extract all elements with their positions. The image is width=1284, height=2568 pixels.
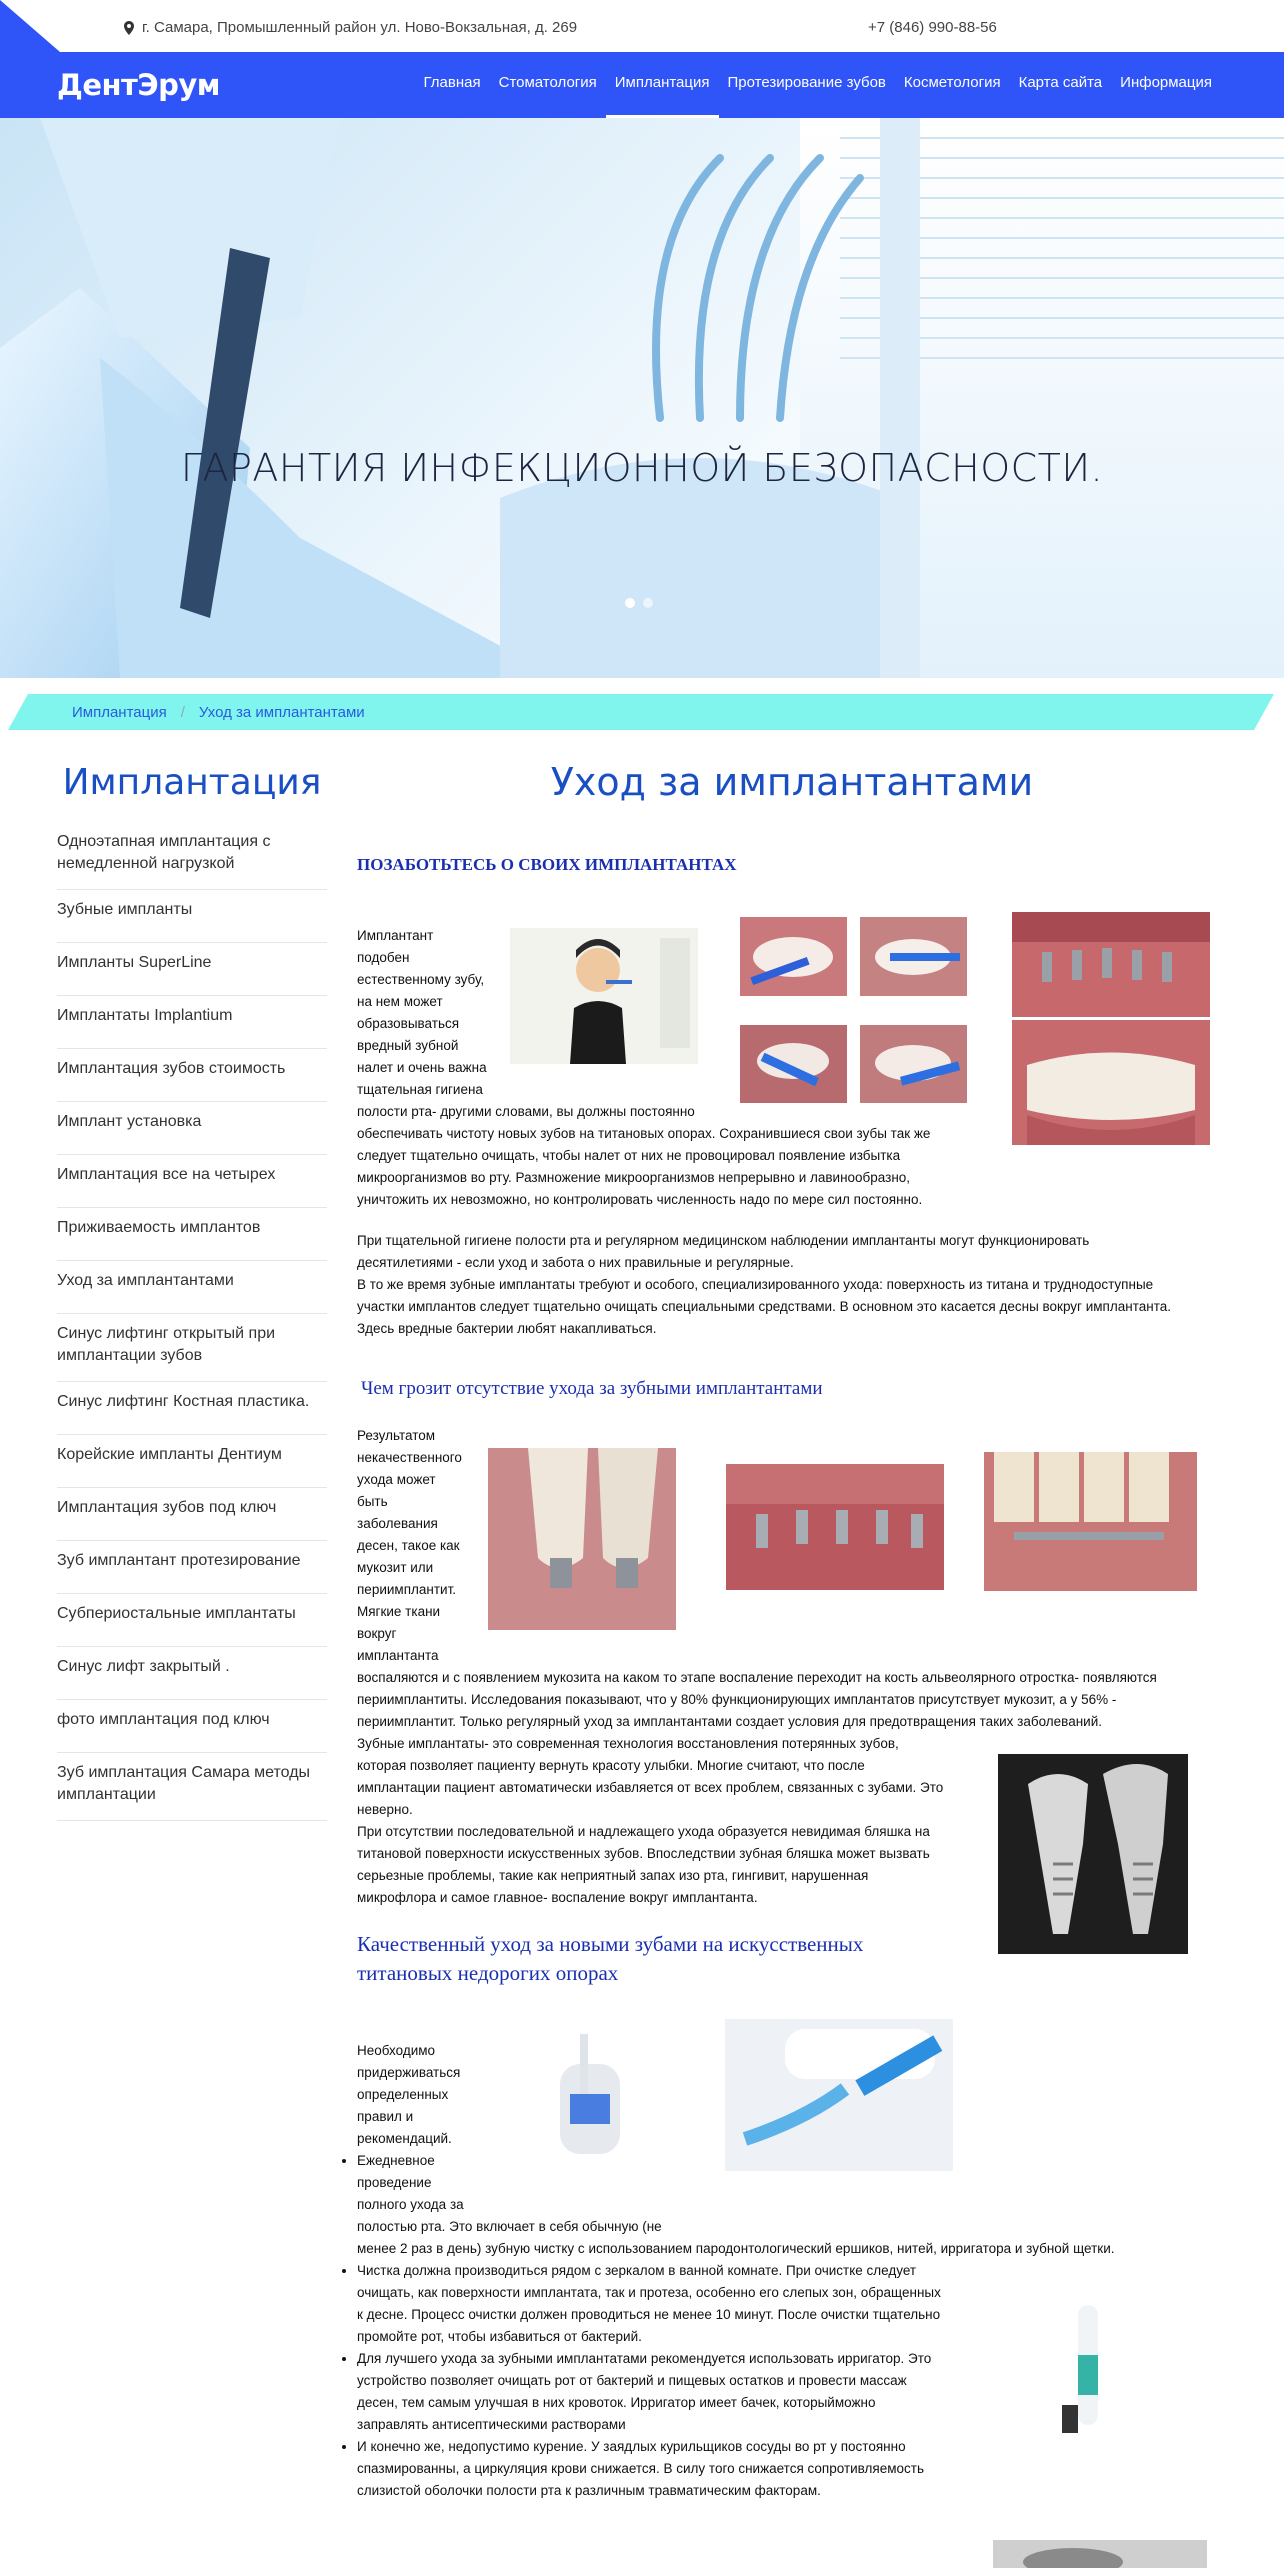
sidebar-menu: [57, 822, 327, 1821]
breadcrumb-separator: /: [180, 704, 185, 721]
nav-item-prosthetics[interactable]: Протезирование зубов: [727, 74, 886, 91]
electric-toothbrush-image: [1052, 2285, 1124, 2435]
text-line: Зубные имплантаты- это современная технология восстановления потерянных зубов,: [357, 1736, 899, 1751]
brushing-photo-3: [740, 1025, 847, 1103]
text-line: Имплантант: [357, 928, 434, 943]
text-line: обеспечивать чистоту новых зубов на титановых опорах. Сохранившиеся свои зубы так же: [357, 1126, 931, 1141]
text-line: Результатом: [357, 1428, 436, 1443]
text-line: неверно.: [357, 1802, 413, 1817]
implant-closeup-photo: [488, 1448, 676, 1630]
text-line: к десне. Процесс очистки должен проводиться не менее 10 минут. После очистки тщательно: [357, 2307, 941, 2322]
text-line: микроорганизмов во рту. Размножение микроорганизмов непрерывно и лавинообразно,: [357, 1170, 911, 1185]
text-line: полостью рта. Это включает в себя обычную (не: [357, 2219, 662, 2234]
text-line: вредный зубной: [357, 1038, 459, 1053]
text-line: При тщательной гигиене полости рта и регулярном медицинском наблюдении имплантанты могут функционировать: [357, 1233, 1090, 1248]
implants-in-gum-photo: [1012, 912, 1210, 1017]
text-line: микрофлора и самое главное- воспаление вокруг имплантанта.: [357, 1890, 758, 1905]
text-line: десятилетиями - если уход и забота о них правильные и регулярные.: [357, 1255, 794, 1270]
nav-item-dentistry[interactable]: Стоматология: [498, 74, 597, 91]
text-line: промойте рот, чтобы избавиться от бактерий.: [357, 2329, 642, 2344]
text-line: серьезные проблемы, такие как неприятный запах изо рта, гингивит, нарушенная: [357, 1868, 869, 1883]
page-title: Уход за имплантантами: [550, 760, 1034, 804]
text-line: устройство позволяет очищать рот от бактерий и пищевых остатков и провести массаж: [357, 2373, 907, 2388]
sidebar-item[interactable]: Корейские импланты Дентиум: [57, 1435, 327, 1488]
text-line: которая позволяет пациенту вернуть красоту улыбки. Многие считают, что после: [357, 1758, 865, 1773]
slider-dot-2[interactable]: [643, 598, 653, 608]
nav-item-sitemap[interactable]: Карта сайта: [1018, 74, 1103, 91]
paragraph-3: [357, 1667, 1237, 1733]
text-line: полного ухода за: [357, 2197, 464, 2212]
sidebar-item[interactable]: Приживаемость имплантов: [57, 1208, 327, 1261]
electric-toothbrush-station-image: [540, 2024, 640, 2164]
breadcrumb: [28, 694, 1254, 730]
text-line: • Для лучшего ухода за зубными имплантатами рекомендуется использовать ирригатор. Это: [357, 2351, 932, 2366]
text-line: уничтожить их невозможно, но контролировать численность надо по мере сил постоянно.: [357, 1192, 923, 1207]
text-line: слизистой оболочки полости рта к различным травматическим факторам.: [357, 2483, 821, 2498]
text-line: участки имплантов следует тщательно очищать специальными средствами. В основном это касается десны вокруг имплантанта.: [357, 1299, 1171, 1314]
text-line: определенных: [357, 2087, 449, 2102]
floss-toothbrush-image: [725, 2019, 953, 2171]
sidebar-item[interactable]: Имплантация зубов под ключ: [57, 1488, 327, 1541]
text-line: периимплантиты. Исследования показывают, что у 80% функционирующих имплантатов присутствует мукозит, а у 56% -: [357, 1692, 1117, 1707]
text-line: очищать, как поверхности имплантата, так и протеза, особенно его слепых зон, обращенных: [357, 2285, 941, 2300]
main-navbar: [0, 52, 1284, 118]
section-heading-3: [357, 1930, 863, 1988]
text-line: • Ежедневное: [357, 2153, 435, 2168]
implant-crown-photo: [984, 1452, 1197, 1591]
text-line: вокруг: [357, 1626, 397, 1641]
text-line: Необходимо: [357, 2043, 436, 2058]
breadcrumb-current: Уход за имплантантами: [198, 704, 365, 721]
text-line: титановых недорогих опорах: [357, 1961, 619, 1985]
text-line: ухода может: [357, 1472, 436, 1487]
sidebar-item[interactable]: Синус лифтинг открытый при имплантации зубов: [57, 1314, 327, 1382]
breadcrumb-link-implantation[interactable]: Имплантация: [72, 704, 167, 721]
text-line: Здесь вредные бактерии любят накапливаться.: [357, 1321, 657, 1336]
nav-item-cosmetology[interactable]: Косметология: [903, 74, 1001, 91]
sidebar-title: Имплантация: [62, 762, 322, 803]
brushing-photo-1: [740, 917, 847, 996]
sidebar-item[interactable]: Одноэтапная имплантация с немедленной нагрузкой: [57, 822, 327, 890]
text-line: естественному зубу,: [357, 972, 485, 987]
main-menu: [415, 52, 1221, 118]
text-line: правил и: [357, 2109, 414, 2124]
nav-item-implantation[interactable]: Имплантация: [606, 52, 719, 118]
text-line: проведение: [357, 2175, 432, 2190]
text-line: некачественного: [357, 1450, 462, 1465]
text-line: В то же время зубные имплантаты требуют и особого, специализированного ухода: поверхность из титана и труднодоступные: [357, 1277, 1154, 1292]
phone-number[interactable]: +7 (846) 990-88-56: [868, 19, 997, 36]
paragraph-5: [357, 2040, 477, 2150]
text-line: быть: [357, 1494, 388, 1509]
text-line: тщательная гигиена: [357, 1082, 483, 1097]
map-pin-icon: [124, 21, 134, 35]
site-logo[interactable]: ДентЭрум: [57, 68, 220, 102]
hero-slider[interactable]: [0, 118, 1284, 678]
implants-abutments-photo: [726, 1464, 944, 1590]
brushing-photo-2: [860, 917, 967, 996]
cartoon-brushing-image: [510, 928, 698, 1064]
hero-background-image: [0, 118, 1284, 678]
sidebar-item[interactable]: Субпериостальные имплантаты: [57, 1594, 327, 1647]
text-line: спазмированны, а циркуляция крови снижается. В силу того снижается сопротивляемость: [357, 2461, 924, 2476]
hero-title: ГАРАНТИЯ ИНФЕКЦИОННОЙ БЕЗОПАСНОСТИ.: [180, 446, 1104, 490]
text-line: периимплантит.: [357, 1582, 457, 1597]
section-heading-1: ПОЗАБОТЬТЕСЬ О СВОИХ ИМПЛАНТАНТАХ: [357, 855, 737, 874]
address: [124, 19, 577, 36]
text-line: придерживаться: [357, 2065, 461, 2080]
text-line: на нем может: [357, 994, 443, 1009]
nav-item-info[interactable]: Информация: [1120, 74, 1212, 91]
nav-item-home[interactable]: Главная: [423, 74, 481, 91]
text-line: имплантации пациент автоматически избавляется от всех проблем, связанных с зубами. Это: [357, 1780, 944, 1795]
sidebar-item[interactable]: Импланты SuperLine: [57, 943, 327, 996]
slider-dots: [625, 598, 653, 608]
text-line: следует тщательно очищать, чтобы налет от них не провоцировал появление избытка: [357, 1148, 901, 1163]
next-section-image: [993, 2532, 1207, 2568]
sidebar-item[interactable]: Имплантация все на четырех: [57, 1155, 327, 1208]
text-line: заправлять антисептическими растворами: [357, 2417, 626, 2432]
text-line: периимплантит. Только регулярный уход за имплантантами создает условия для предотвращения таких заболеваний.: [357, 1714, 1102, 1729]
sidebar-item[interactable]: Зуб имплантация Самара методы имплантации: [57, 1753, 327, 1821]
text-line: титановой поверхности искусственных зубов. Впоследствии зубная бляшка может вызвать: [357, 1846, 930, 1861]
paragraph-1-narrow: [357, 925, 507, 1101]
text-line: воспаляются и с появлением мукозита на каком то этапе воспаление переходит на кость альвеолярного отростка- появляются: [357, 1670, 1157, 1685]
text-line: заболевания: [357, 1516, 438, 1531]
paragraph-2: [357, 1230, 1237, 1340]
text-line: образовываться: [357, 1016, 460, 1031]
text-line: налет и очень важна: [357, 1060, 487, 1075]
sidebar-item[interactable]: Имплантация зубов стоимость: [57, 1049, 327, 1102]
sidebar-item[interactable]: Зуб имплантант протезирование: [57, 1541, 327, 1594]
sidebar-item[interactable]: Имплантаты Implantium: [57, 996, 327, 1049]
text-line: Качественный уход за новыми зубами на искусственных: [357, 1932, 864, 1956]
text-line: десен, тем самым улучшая в них кровоток. Ирригатор имеет бачек, которыйможно: [357, 2395, 876, 2410]
text-line: полости рта- другими словами, вы должны постоянно: [357, 1104, 695, 1119]
text-line: подобен: [357, 950, 410, 965]
list-item: [357, 2436, 1197, 2502]
text-line: рекомендаций.: [357, 2131, 452, 2146]
paragraph-3-narrow: [357, 1425, 477, 1667]
sidebar-item[interactable]: Имплант установка: [57, 1102, 327, 1155]
text-line: • Чистка должна производиться рядом с зеркалом в ванной комнате. При очистке следует: [357, 2263, 917, 2278]
brushing-photo-4: [860, 1025, 967, 1103]
text-line: менее 2 раз в день) зубную чистку с использованием пародонтологический ершиков, нитей, ирригатора и зубной щетки.: [357, 2241, 1115, 2256]
sidebar-item[interactable]: Синус лифтинг Костная пластика.: [57, 1382, 327, 1435]
slider-dot-1[interactable]: [625, 598, 635, 608]
implant-bridge-photo: [1012, 1020, 1210, 1145]
address-text: г. Самара, Промышленный район ул. Ново-Вокзальная, д. 269: [142, 19, 578, 36]
top-bar: [0, 0, 1284, 52]
sidebar-item[interactable]: Зубные импланты: [57, 890, 327, 943]
text-line: мукозит или: [357, 1560, 434, 1575]
paragraph-4: [357, 1733, 977, 1909]
section-heading-2: Чем грозит отсутствие ухода за зубными имплантантами: [361, 1378, 823, 1399]
sidebar-item[interactable]: фото имплантация под ключ: [57, 1700, 327, 1753]
sidebar-item[interactable]: Синус лифт закрытый .: [57, 1647, 327, 1700]
text-line: Мягкие ткани: [357, 1604, 441, 1619]
xray-implants-image: [998, 1754, 1188, 1954]
text-line: имплантанта: [357, 1648, 439, 1663]
paragraph-1: [357, 1101, 1007, 1211]
text-line: • И конечно же, недопустимо курение. У заядлых курильщиков сосуды во рт у постоянно: [357, 2439, 906, 2454]
text-line: При отсутствии последовательной и надлежащего ухода образуется невидимая бляшка на: [357, 1824, 930, 1839]
text-line: десен, такое как: [357, 1538, 460, 1553]
sidebar-item[interactable]: Уход за имплантантами: [57, 1261, 327, 1314]
